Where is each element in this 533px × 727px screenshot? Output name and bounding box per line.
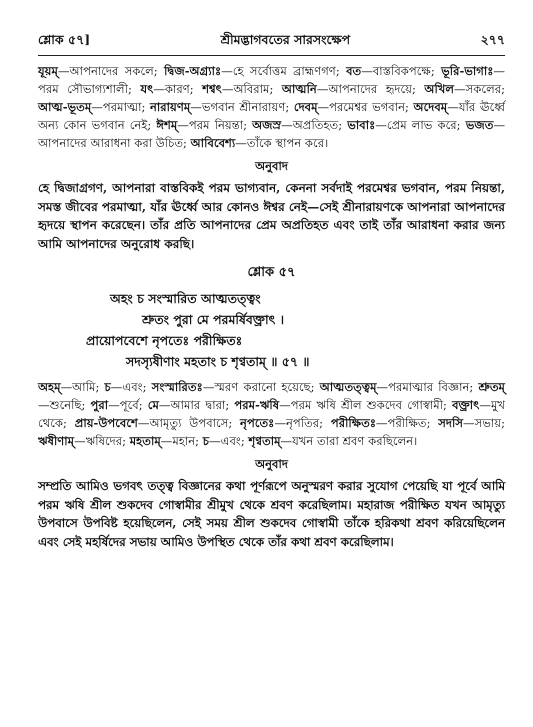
synonym-word: চ: [104, 380, 111, 394]
synonym-meaning: —এবং;: [209, 434, 249, 448]
synonym-word: দ্বিজ-অগ্র্যাঃ: [164, 64, 222, 78]
synonym-meaning: —কারণ;: [153, 82, 203, 96]
synonym-word: শশ্বৎ: [202, 82, 222, 96]
synonym-meaning: —মুখ থেকে;: [38, 398, 505, 430]
synonym-word: আত্ম-ভূতম্: [38, 100, 92, 114]
synonym-word: অখিল: [424, 82, 455, 96]
synonym-word: অজস্র: [252, 118, 282, 132]
synonym-word: ভূরি-ভাগাঃ: [441, 64, 494, 78]
translation-text-1: হে দ্বিজাগ্রগণ, আপনারা বাস্তবিকই পরম ভাগ্যবান, কেননা সর্বদাই পরমেশ্বর ভগবান, পরম নিয়ন্তা, সমস্ত জীবের পরমাত্মা, যাঁর ঊর্ধ্বে আর কোনও ঈশ্বর নেই—সেই শ্রীনারায়ণকে আপনারা আপনাদের হৃদয়ে স্থাপন করেছেন। তাঁর প্রতি আপনাদের প্রেম অপ্রতিহত এবং তাই তাঁর আরাধনা করার জন্য আমি আপনাদের অনুরোধ করছি।: [38, 181, 505, 251]
synonym-meaning: —ভগবান শ্রীনারায়ণ;: [190, 100, 294, 114]
synonym-word: অহম্: [38, 380, 61, 394]
verse-line-1: অহং চ সংস্মারিত আত্মতত্ত্বং: [110, 291, 261, 306]
synonym-meaning: —শুনেছি;: [38, 398, 91, 412]
synonym-word: শ্রুতম্: [478, 380, 505, 394]
translation-heading-2: অনুবাদ: [255, 457, 288, 471]
synonym-word: সদসি: [438, 416, 463, 430]
synonym-meaning: —পরমেশ্বর ভগবান;: [317, 100, 414, 114]
synonym-word: বক্ত্রাৎ: [452, 398, 480, 412]
synonym-word: প্রায়-উপবেশে: [74, 416, 138, 430]
synonym-meaning: —আমৃত্যু উপবাসে;: [137, 416, 241, 430]
translation-text-2: সম্প্রতি আমিও ভগবৎ তত্ত্ব বিজ্ঞানের কথা পূর্ণরূপে অনুস্মরণ করার সুযোগ পেয়েছি যা পূর্বে আমি পরম ঋষি শ্রীল শুকদেব গোস্বামীর শ্রীমুখ থেকে শ্রবণ করেছিলাম। মহারাজ পরীক্ষিত যখন আমৃত্যু উপবাসে উপবিষ্ট হয়েছিলেন, সেই সময় শ্রীল শুকদেব গোস্বামী তাঁকে হরিকথা শ্রবণ করিয়েছিলেন এবং সেই মহর্ষিদের সভায় আমিও উপস্থিত থেকে তাঁর কথা শ্রবণ করেছিলাম।: [38, 479, 505, 549]
synonym-word: পরীক্ষিতঃ: [330, 416, 376, 430]
synonym-meaning: —যাঁর ঊর্ধ্বে অন্য কোন ভগবান নেই;: [38, 100, 505, 132]
synonym-word: চ: [202, 434, 210, 448]
synonym-meaning: —পূর্বে;: [108, 398, 148, 412]
synonym-meaning: —পরম নিয়ন্তা;: [177, 118, 253, 132]
page-number: ২৭৭: [480, 32, 505, 47]
synonym-meaning: —আপনাদের আরাধনা করা উচিত;: [38, 118, 506, 150]
synonym-word: মে: [147, 398, 159, 412]
synonym-word: ভজত: [465, 118, 494, 132]
synonym-word: ঋষীণাম্: [38, 434, 75, 448]
running-header: [38, 32, 505, 52]
verse-line-2: শ্রুতং পুরা মে পরমর্ষিবক্ত্রাৎ ।: [142, 312, 285, 327]
synonym-word: আত্মনি: [281, 82, 317, 96]
synonym-meaning: —পরম ঋষি শ্রীল শুকদেব গোস্বামী;: [279, 398, 453, 412]
synonym-word: ভাবাঃ: [347, 118, 376, 132]
synonym-meaning: —পরমাত্মা;: [91, 100, 150, 114]
synonym-word: দেবম্: [293, 100, 318, 114]
synonym-meaning: —স্মরণ করানো হয়েছে;: [202, 380, 320, 394]
synonym-meaning: —আমার দ্বারা;: [158, 398, 235, 412]
synonym-word: শৃণ্বতাম্: [248, 434, 281, 448]
synonym-word: আত্মতত্ত্বম্: [319, 380, 377, 394]
synonym-meaning: —ঋষিদের;: [74, 434, 130, 448]
verse-line-3: প্রায়োপবেশে নৃপতেঃ পরীক্ষিতঃ: [86, 333, 243, 348]
synonyms-block-1: [38, 62, 505, 152]
synonym-word: নারায়ণম্: [149, 100, 191, 114]
synonym-meaning: —বাস্তবিকপক্ষে;: [361, 64, 442, 78]
verse-ref: শ্লোক ৫৭]: [38, 32, 91, 47]
synonym-meaning: —সকলের;: [454, 82, 505, 96]
synonym-meaning: —আপনাদের হৃদয়ে;: [316, 82, 425, 96]
synonym-meaning: —সভায়;: [463, 416, 505, 430]
synonym-meaning: —এবং;: [110, 380, 152, 394]
synonym-meaning: —তাঁকে স্থাপন করে।: [235, 136, 329, 150]
synonym-word: যৎ: [140, 82, 154, 96]
synonym-word: যূয়ম্: [38, 64, 58, 78]
synonym-meaning: —নৃপতির;: [274, 416, 331, 430]
synonym-meaning: —যখন তারা শ্রবণ করছিলেন।: [280, 434, 418, 448]
synonyms-block-2: [38, 378, 505, 450]
synonym-meaning: —হে সর্বোত্তম ব্রাহ্মণগণ;: [221, 64, 347, 78]
synonym-meaning: —অপ্রতিহত;: [281, 118, 348, 132]
book-title: শ্রীমদ্ভাগবতের সারসংক্ষেপ: [220, 32, 351, 47]
verse-title: শ্লোক ৫৭: [247, 265, 296, 280]
synonym-word: অদেবম্: [413, 100, 448, 114]
synonym-meaning: —পরীক্ষিত;: [376, 416, 439, 430]
synonym-word: বত: [346, 64, 362, 78]
synonym-meaning: —মহান;: [160, 434, 203, 448]
synonym-meaning: —আপনাদের সকলে;: [57, 64, 165, 78]
synonym-meaning: —প্রেম লাভ করে;: [375, 118, 466, 132]
synonym-word: পুরা: [90, 398, 109, 412]
synonym-meaning: —অবিরাম;: [221, 82, 282, 96]
synonym-meaning: —পরমাত্মার বিজ্ঞান;: [376, 380, 479, 394]
verse-line-4: সদস্যৃষীণাং মহতাং চ শৃণ্বতাম্ ॥ ৫৭ ॥: [126, 354, 310, 369]
synonym-meaning: —আমি;: [60, 380, 105, 394]
synonym-word: নৃপতেঃ: [240, 416, 275, 430]
synonym-word: মহতাম্: [129, 434, 161, 448]
translation-heading-1: অনুবাদ: [255, 159, 288, 173]
synonym-word: পরম-ঋষি: [234, 398, 280, 412]
synonym-word: ঈশম্: [156, 118, 178, 132]
synonym-meaning: —পরম সৌভাগ্যশালী;: [38, 64, 505, 96]
header-rule: [38, 55, 505, 56]
synonym-word: সংস্মারিতঃ: [151, 380, 203, 394]
synonym-word: আবিবেশ্য: [190, 136, 236, 150]
